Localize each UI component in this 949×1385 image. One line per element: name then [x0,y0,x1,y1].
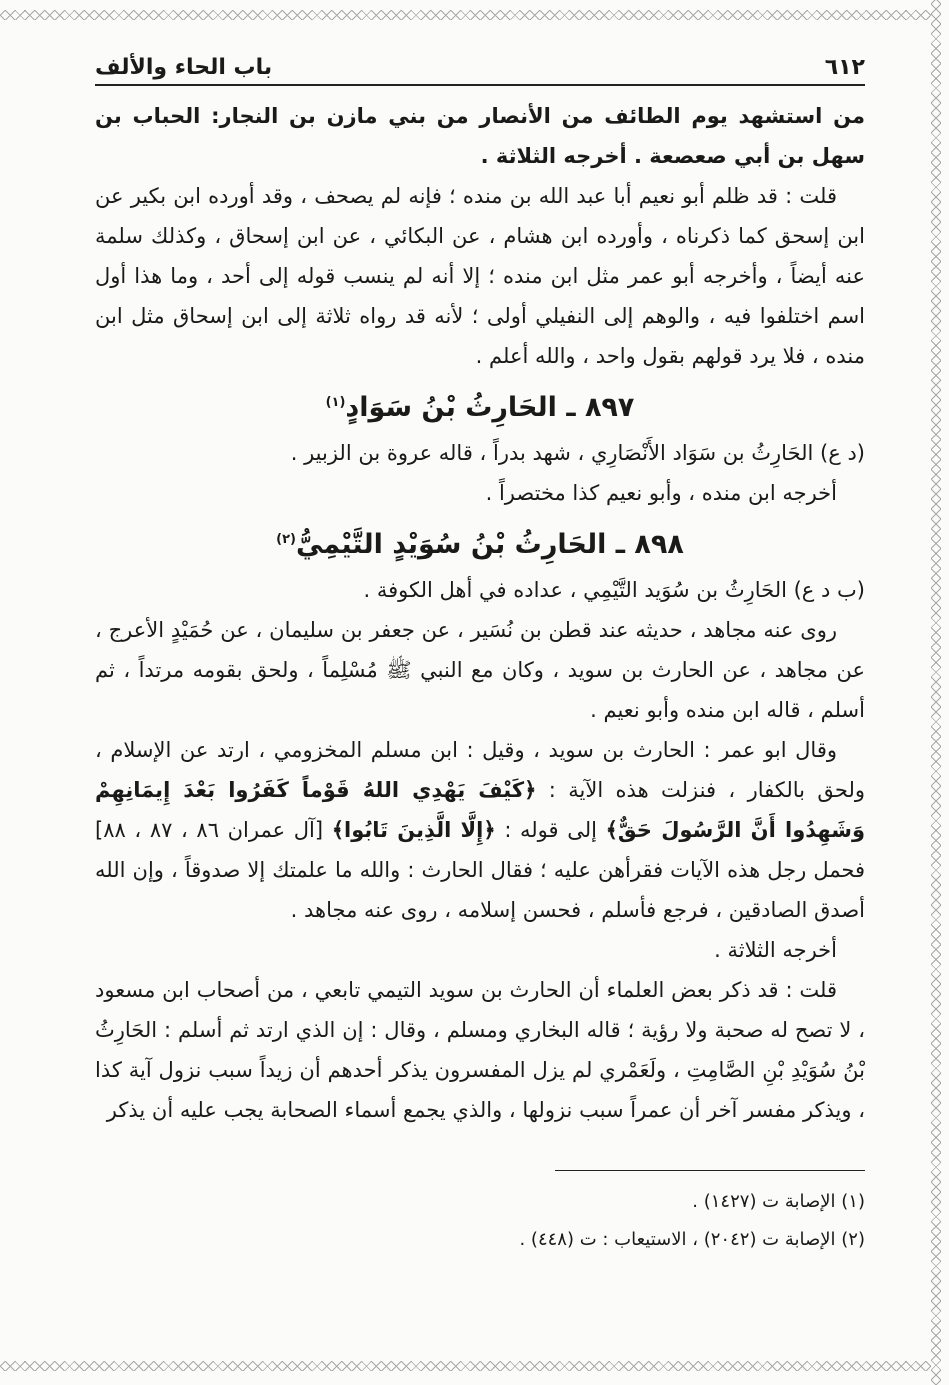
entry-898-paragraph-1: (ب د ع) الحَارِثُ بن سُوَيد التَّيْمِي ، عداده في أهل الكوفة . [363,578,865,602]
paragraph-intro: من استشهد يوم الطائف من الأنصار من بني مازن بن النجار: الحباب بن سهل بن أبي صعصعة . أخرجه الثلاثة . [95,104,865,168]
entry-897-heading: ٨٩٧ ـ الحَارِثُ بْنُ سَوَادٍ [345,392,635,423]
book-page [95,55,865,1259]
entry-897-paragraph-1: (د ع) الحَارِثُ بن سَوَاد الأَنْصَارِي ، شهد بدراً ، قاله عروة بن الزبير . [290,441,865,465]
footnote-ref-1: (١) [325,395,346,410]
footnote-ref-2: (٢) [276,532,296,547]
page-header [95,55,865,86]
entry-898-paragraph-4: أخرجه الثلاثة . [714,938,837,962]
quran-verse-2: ﴿إِلَّا الَّذِينَ تَابُوا﴾ [331,818,496,842]
footnote-2: (٢) الإصابة ت (٢٠٤٢) ، الاستيعاب : ت (٤٤٨) . [519,1229,865,1250]
entry-898-paragraph-3 [95,730,865,930]
decorative-border-top [0,10,931,20]
entry-898-text-c: [آل عمران ٨٦ ، ٨٧ ، ٨٨] فحمل رجل هذه الآيات فقرأهن عليه ؛ فقال الحارث : والله ما علمتك إلا صدوقاً ، وإن الله أصدق الصادقين ، فرجع فأسلم ، فحسن إسلامه ، روى عنه مجاهد . [95,818,865,922]
decorative-border-bottom [0,1361,931,1371]
quran-verse-1: ﴿كَيْفَ يَهْدِي اللهُ قَوْماً كَفَرُوا بَعْدَ إِيمَانِهِمْ وَشَهِدُوا أَنَّ الرَّسُولَ حَقٌّ﴾ [95,778,866,842]
footnote-1: (١) الإصابة ت (١٤٢٧) . [692,1191,865,1212]
entry-897-title [95,380,865,431]
paragraph-commentary: قلت : قد ظلم أبو نعيم أبا عبد الله بن منده ؛ فإنه لم يصحف ، وقد أورده ابن بكير عن ابن إسحق كما ذكرناه ، وأورده ابن هشام ، عن البكائي ، عن ابن إسحاق ، وكذلك سلمة عنه أيضاً ، وأخرجه أبو عمر مثل ابن منده ؛ إلا أنه لم ينسب قوله إلى أحد ، وما هذا أول اسم اختلفوا فيه ، والوهم إلى النفيلي أولى ؛ لأنه قد رواه ثلاثة إلى ابن إسحاق مثل ابن منده ، فلا يرد قولهم بقول واحد ، والله أعلم . [95,184,865,368]
entry-898-text-b: إلى قوله : [495,818,606,842]
page-number: ٦١٢ [824,55,865,80]
chapter-title: باب الحاء والألف [95,55,273,80]
footnote-divider [555,1170,865,1171]
entry-898-paragraph-5: قلت : قد ذكر بعض العلماء أن الحارث بن سويد التيمي تابعي ، من أصحاب ابن مسعود ، لا تصح له صحبة ولا رؤية ؛ قاله البخاري ومسلم ، وقال : إن الذي ارتد ثم أسلم : الحَارِثُ بْنُ سُوَيْدِ بْنِ الصَّامِتِ ، ولَعَمْري لم يزل المفسرون يذكر أحدهم أن زيداً سبب نزول آية كذا ، ويذكر مفسر آخر أن عمراً سبب نزولها ، والذي يجمع أسماء الصحابة يجب عليه أن يذكر [95,978,865,1122]
entry-898-heading: ٨٩٨ ـ الحَارِثُ بْنُ سُوَيْدٍ التَّيْمِيُّ [295,529,684,560]
entry-898-title [95,517,865,568]
footnotes [95,1183,865,1259]
entry-897-paragraph-2: أخرجه ابن منده ، وأبو نعيم كذا مختصراً . [485,481,837,505]
entry-898-paragraph-2: روى عنه مجاهد ، حديثه عند قطن بن نُسَير ، عن جعفر بن سليمان ، عن حُمَيْدٍ الأعرج ، عن مجاهد ، عن الحارث بن سويد ، وكان مع النبي ﷺ مُسْلِماً ، ولحق بقومه مرتداً ، ثم أسلم ، قاله ابن منده وأبو نعيم . [95,618,865,722]
entry-898-text-a: وقال ابو عمر : الحارث بن سويد ، وقيل : ابن مسلم المخزومي ، ارتد عن الإسلام ، ولحق بالكفار ، فنزلت هذه الآية : [95,738,865,802]
decorative-border-right [931,0,941,1385]
